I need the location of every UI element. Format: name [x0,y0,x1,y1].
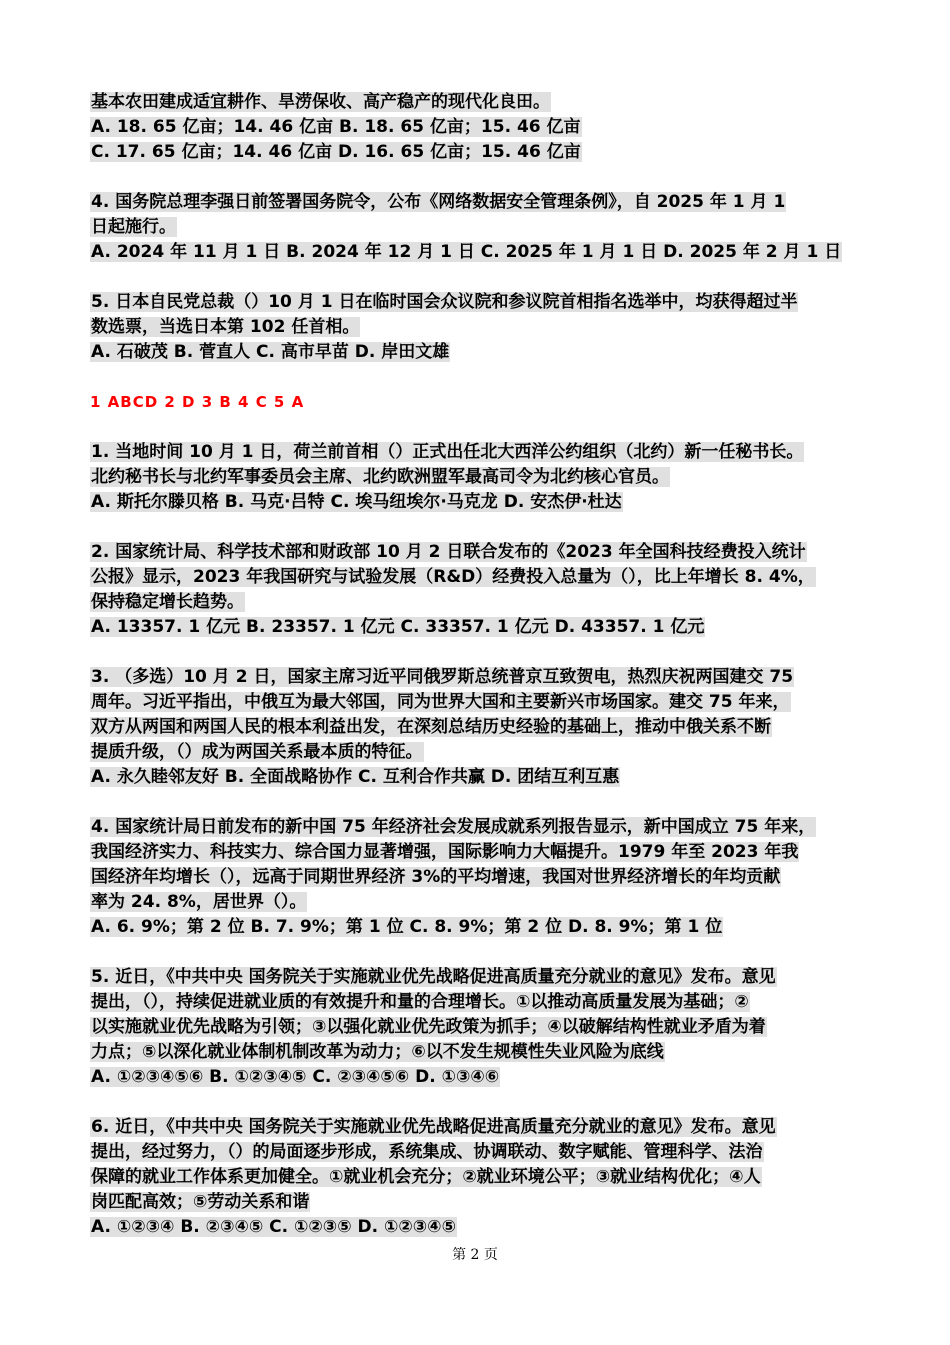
question-text: 提质升级，（）成为两国关系最本质的特征。 [91,742,423,762]
question-block [90,540,865,640]
question-block [90,965,865,1090]
question-text: 4. 国家统计局日前发布的新中国 75 年经济社会发展成就系列报告显示，新中国成立 75 年来， [91,817,816,837]
question-text: 5. 近日，《中共中央 国务院关于实施就业优先战略促进高质量充分就业的意见》发布。意见 [91,967,776,987]
question-text: 北约秘书长与北约军事委员会主席、北约欧洲盟军最高司令为北约核心官员。 [91,467,669,487]
question-text: 双方从两国和两国人民的根本利益出发，在深刻总结历史经验的基础上，推动中俄关系不断 [91,717,771,737]
question-text: 以实施就业优先战略为引领；③以强化就业优先政策为抓手；④以破解结构性就业矛盾为着 [91,1017,766,1037]
question-text: 力点；⑤以深化就业体制机制改革为动力；⑥以不发生规模性失业风险为底线 [91,1042,664,1062]
question-text: 保障的就业工作体系更加健全。①就业机会充分；②就业环境公平；③就业结构优化；④人 [91,1167,761,1187]
page-number: 第 2 页 [452,1247,498,1263]
question-text: 日起施行。 [91,217,176,237]
question-block [90,815,865,940]
question-text: 保持稳定增长趋势。 [91,592,244,612]
question-text: 提出，（），持续促进就业质的有效提升和量的合理增长。①以推动高质量发展为基础；② [91,992,749,1012]
options-line: A. ①②③④⑤⑥ B. ①②③④⑤ C. ②③④⑤⑥ D. ①③④⑥ [91,1067,500,1087]
question-text: 岗匹配高效；⑤劳动关系和谐 [91,1192,310,1212]
question-text: 率为 24. 8%，居世界（）。 [91,892,307,912]
options-line: C. 17. 65 亿亩；14. 46 亿亩 D. 16. 65 亿亩；15. 46 亿亩 [91,142,581,162]
question-text: 3. （多选）10 月 2 日，国家主席习近平同俄罗斯总统普京互致贺电，热烈庆祝两国建交 75 [91,667,794,687]
question-text: 4. 国务院总理李强日前签署国务院令，公布《网络数据安全管理条例》，自 2025 年 1 月 1 [91,192,786,212]
question-text: 5. 日本自民党总裁（）10 月 1 日在临时国会众议院和参议院首相指名选举中，均获得超过半 [91,292,798,312]
answer-key-block [90,390,865,415]
question-block [90,290,865,365]
options-line: A. 石破茂 B. 菅直人 C. 高市早苗 D. 岸田文雄 [91,342,450,362]
document-page [90,90,865,1265]
question-block [90,190,865,265]
question-block [90,665,865,790]
answer-key: 1 ABCD 2 D 3 B 4 C 5 A [90,393,305,411]
question-text: 提出，经过努力，（）的局面逐步形成，系统集成、协调联动、数字赋能、管理科学、法治 [91,1142,763,1162]
question-block-continued [90,90,865,165]
question-text: 6. 近日，《中共中央 国务院关于实施就业优先战略促进高质量充分就业的意见》发布。意见 [91,1117,776,1137]
question-text: 数选票，当选日本第 102 任首相。 [91,317,360,337]
question-text: 周年。习近平指出，中俄互为最大邻国，同为世界大国和主要新兴市场国家。建交 75 年来， [91,692,790,712]
question-text: 基本农田建成适宜耕作、旱涝保收、高产稳产的现代化良田。 [91,92,550,112]
options-line: A. 6. 9%；第 2 位 B. 7. 9%；第 1 位 C. 8. 9%；第 2 位 D. 8. 9%；第 1 位 [91,917,723,937]
options-line: A. 18. 65 亿亩；14. 46 亿亩 B. 18. 65 亿亩；15. 46 亿亩 [91,117,581,137]
question-text: 我国经济实力、科技实力、综合国力显著增强，国际影响力大幅提升。1979 年至 2023 年我 [91,842,799,862]
question-block [90,440,865,515]
question-text: 国经济年均增长（），远高于同期世界经济 3%的平均增速，我国对世界经济增长的年均贡献 [91,867,781,887]
options-line: A. 2024 年 11 月 1 日 B. 2024 年 12 月 1 日 C. 2025 年 1 月 1 日 D. 2025 年 2 月 1 日 [91,242,842,262]
options-line: A. 永久睦邻友好 B. 全面战略协作 C. 互利合作共赢 D. 团结互利互惠 [91,767,620,787]
question-text: 1. 当地时间 10 月 1 日，荷兰前首相（）正式出任北大西洋公约组织（北约）新一任秘书长。 [91,442,804,462]
options-line: A. 斯托尔滕贝格 B. 马克·吕特 C. 埃马纽埃尔·马克龙 D. 安杰伊·杜达 [91,492,622,512]
question-block [90,1115,865,1240]
options-line: A. ①②③④ B. ②③④⑤ C. ①②③⑤ D. ①②③④⑤ [91,1217,456,1237]
question-text: 2. 国家统计局、科学技术部和财政部 10 月 2 日联合发布的《2023 年全国科技经费投入统计 [91,542,806,562]
options-line: A. 13357. 1 亿元 B. 23357. 1 亿元 C. 33357. 1 亿元 D. 43357. 1 亿元 [91,617,705,637]
question-text: 公报》显示，2023 年我国研究与试验发展（R&D）经费投入总量为（），比上年增长 8. 4%， [91,567,815,587]
